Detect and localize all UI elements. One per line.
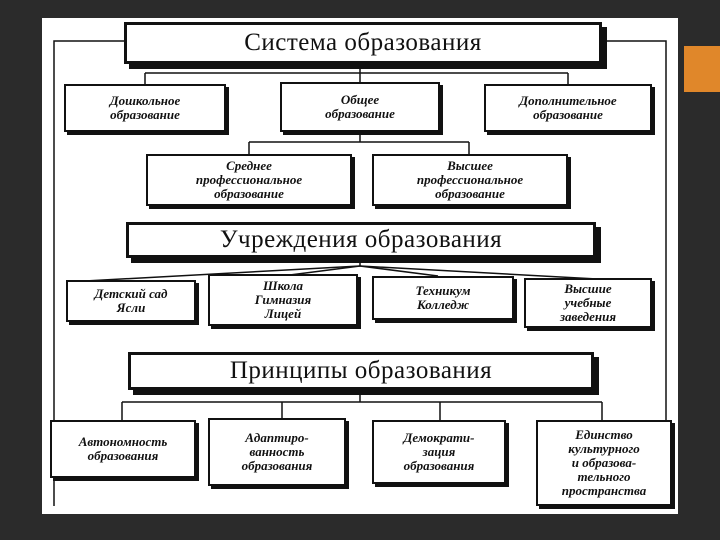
system-header: Система образования [124,22,602,64]
higher-vocational-box: Высшее профессиональное образование [372,154,568,206]
higher-institutions-box: Высшие учебные заведения [524,278,652,328]
education-diagram [42,18,678,514]
kindergarten-box: Детский сад Ясли [66,280,196,322]
autonomy-box: Автономность образования [50,420,196,478]
secondary-vocational-box: Среднее профессиональное образование [146,154,352,206]
college-box: Техникум Колледж [372,276,514,320]
principles-header: Принципы образования [128,352,594,390]
orange-accent-bar [684,46,720,92]
cultural-unity-box: Единство культурного и образова- тельного пространства [536,420,672,506]
additional-education-box: Дополнительное образование [484,84,652,132]
general-education-box: Общее образование [280,82,440,132]
institutions-header: Учреждения образования [126,222,596,258]
democratization-box: Демократи- зация образования [372,420,506,484]
school-box: Школа Гимназия Лицей [208,274,358,326]
adaptability-box: Адаптиро- ванность образования [208,418,346,486]
preschool-education-box: Дошкольное образование [64,84,226,132]
